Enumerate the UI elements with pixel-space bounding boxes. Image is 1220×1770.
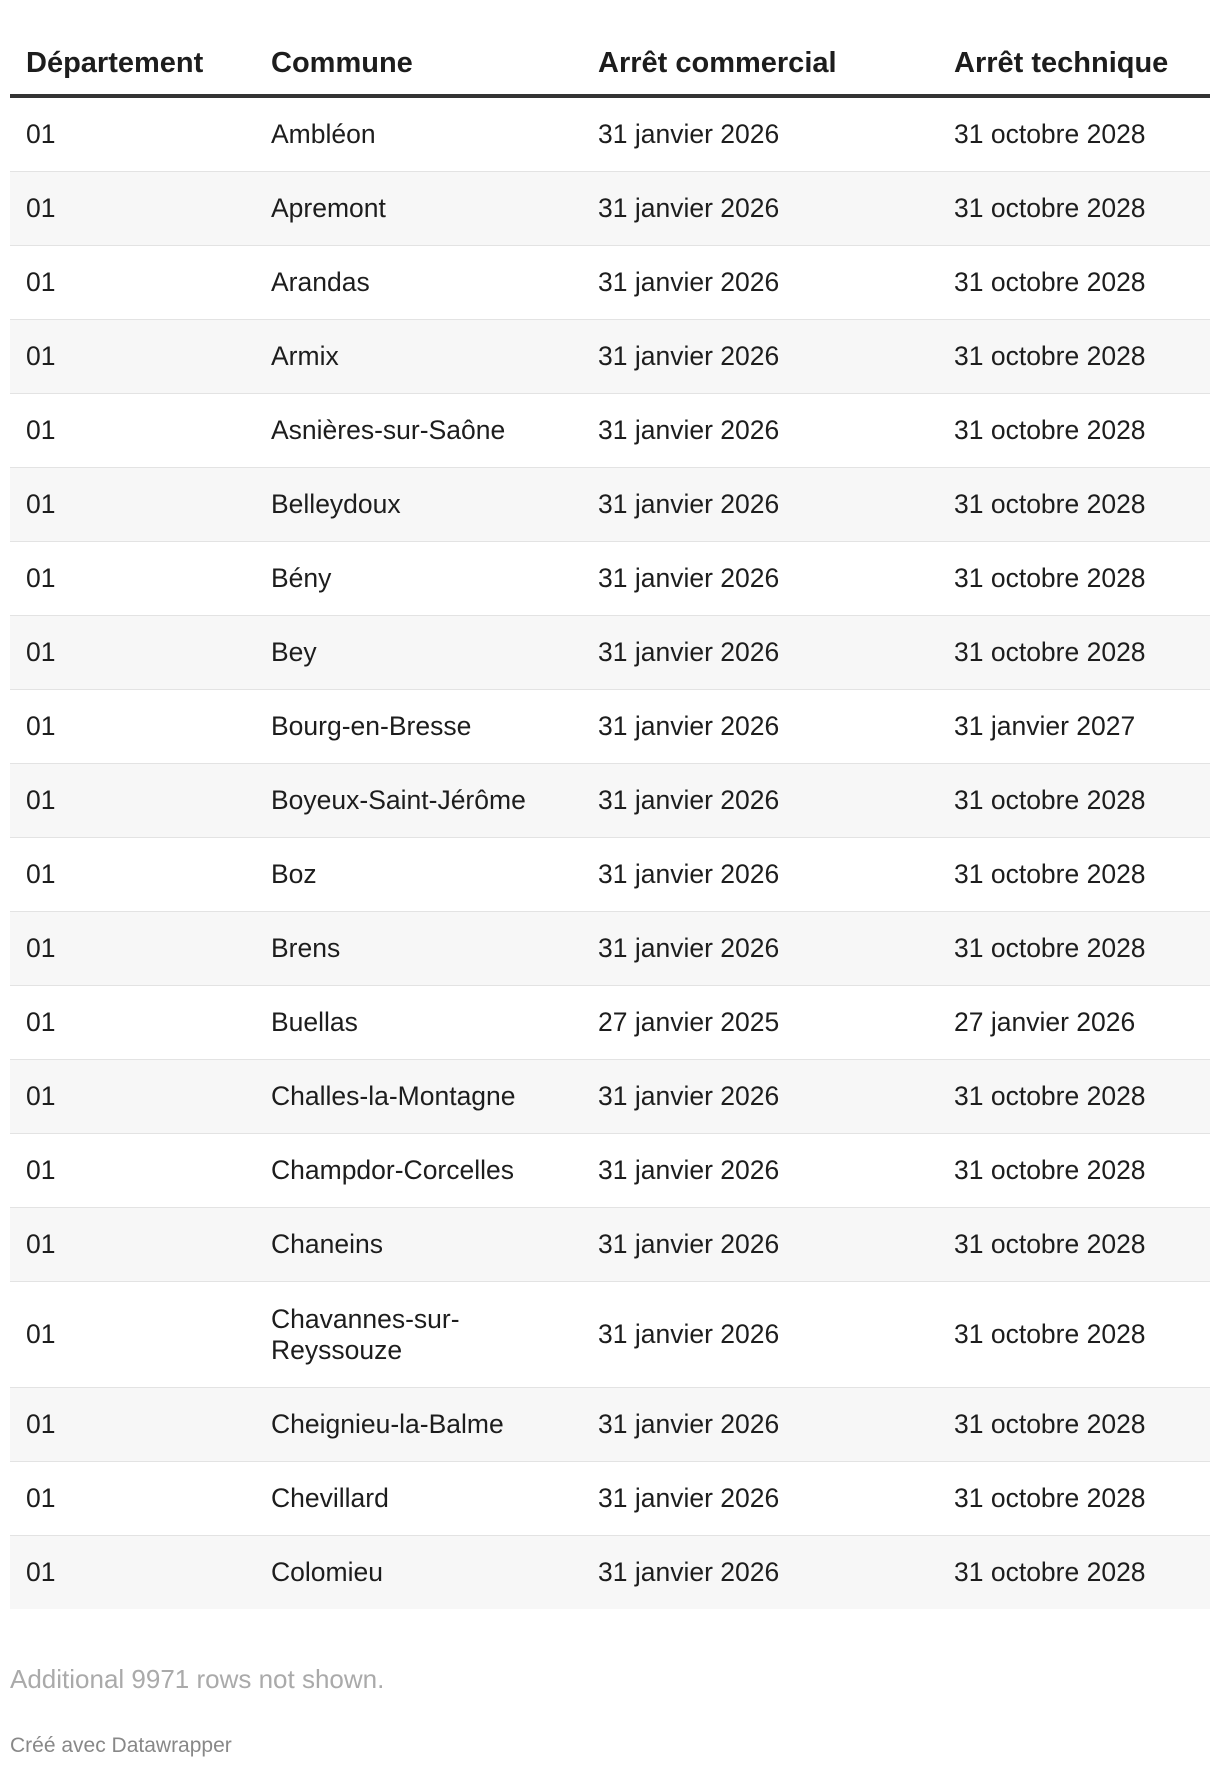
departement-cell: 01	[10, 616, 255, 690]
header-row	[10, 30, 1210, 96]
table-row	[10, 838, 1210, 912]
table-row	[10, 986, 1210, 1060]
commune-cell: Boz	[255, 838, 582, 912]
table-notes: Additional 9971 rows not shown.	[10, 1664, 385, 1694]
commune-cell: Bourg-en-Bresse	[255, 690, 582, 764]
column-header-arret-commercial[interactable]: Arrêt commercial	[582, 30, 938, 96]
commune-cell: Champdor-Corcelles	[255, 1134, 582, 1208]
arret-technique-cell: 31 octobre 2028	[938, 616, 1210, 690]
arret-commercial-cell: 31 janvier 2026	[582, 394, 938, 468]
arret-commercial-cell: 31 janvier 2026	[582, 1536, 938, 1610]
arret-technique-cell: 31 octobre 2028	[938, 764, 1210, 838]
arret-commercial-cell: 27 janvier 2025	[582, 986, 938, 1060]
datawrapper-credit: Créé avec Datawrapper	[10, 1734, 232, 1757]
departement-cell: 01	[10, 172, 255, 246]
arret-technique-cell: 31 octobre 2028	[938, 1462, 1210, 1536]
departement-cell: 01	[10, 1134, 255, 1208]
arret-commercial-cell: 31 janvier 2026	[582, 838, 938, 912]
departement-cell: 01	[10, 468, 255, 542]
commune-cell: Ambléon	[255, 96, 582, 172]
commune-cell: Chaneins	[255, 1208, 582, 1282]
arret-technique-cell: 31 octobre 2028	[938, 912, 1210, 986]
departement-cell: 01	[10, 1536, 255, 1610]
column-header-arret-technique[interactable]: Arrêt technique	[938, 30, 1210, 96]
departement-cell: 01	[10, 986, 255, 1060]
table-header	[10, 30, 1210, 96]
commune-cell: Bény	[255, 542, 582, 616]
arret-technique-cell: 31 octobre 2028	[938, 172, 1210, 246]
commune-cell: Chevillard	[255, 1462, 582, 1536]
departement-cell: 01	[10, 320, 255, 394]
commune-cell: Challes-la-Montagne	[255, 1060, 582, 1134]
table-row	[10, 468, 1210, 542]
arret-technique-cell: 31 octobre 2028	[938, 1060, 1210, 1134]
arret-commercial-cell: 31 janvier 2026	[582, 172, 938, 246]
arret-commercial-cell: 31 janvier 2026	[582, 246, 938, 320]
arret-commercial-cell: 31 janvier 2026	[582, 468, 938, 542]
table-row	[10, 1208, 1210, 1282]
departement-cell: 01	[10, 838, 255, 912]
commune-cell: Buellas	[255, 986, 582, 1060]
table-row	[10, 1462, 1210, 1536]
commune-cell: Boyeux-Saint-Jérôme	[255, 764, 582, 838]
column-header-departement[interactable]: Département	[10, 30, 255, 96]
table-row	[10, 1388, 1210, 1462]
table-row	[10, 542, 1210, 616]
arret-technique-cell: 31 octobre 2028	[938, 246, 1210, 320]
table-row	[10, 1060, 1210, 1134]
departement-cell: 01	[10, 764, 255, 838]
table-row	[10, 616, 1210, 690]
table-row	[10, 394, 1210, 468]
arret-technique-cell: 31 octobre 2028	[938, 1536, 1210, 1610]
table-body	[10, 96, 1210, 1609]
arret-technique-cell: 31 octobre 2028	[938, 96, 1210, 172]
arret-commercial-cell: 31 janvier 2026	[582, 1462, 938, 1536]
arret-technique-cell: 31 octobre 2028	[938, 1282, 1210, 1388]
table-row	[10, 172, 1210, 246]
commune-cell: Colomieu	[255, 1536, 582, 1610]
commune-cell: Cheignieu-la-Balme	[255, 1388, 582, 1462]
arret-technique-cell: 31 janvier 2027	[938, 690, 1210, 764]
arret-commercial-cell: 31 janvier 2026	[582, 96, 938, 172]
arret-technique-cell: 31 octobre 2028	[938, 468, 1210, 542]
arret-commercial-cell: 31 janvier 2026	[582, 1282, 938, 1388]
arret-technique-cell: 31 octobre 2028	[938, 838, 1210, 912]
table-row	[10, 1134, 1210, 1208]
departement-cell: 01	[10, 394, 255, 468]
commune-cell: Arandas	[255, 246, 582, 320]
arret-commercial-cell: 31 janvier 2026	[582, 1134, 938, 1208]
commune-cell: Asnières-sur-Saône	[255, 394, 582, 468]
departement-cell: 01	[10, 246, 255, 320]
arret-commercial-cell: 31 janvier 2026	[582, 616, 938, 690]
departement-cell: 01	[10, 96, 255, 172]
commune-cell: Brens	[255, 912, 582, 986]
table-row	[10, 96, 1210, 172]
arret-commercial-cell: 31 janvier 2026	[582, 764, 938, 838]
table-row	[10, 320, 1210, 394]
commune-cell: Belleydoux	[255, 468, 582, 542]
table-row	[10, 690, 1210, 764]
commune-cell: Chavannes-sur-Reyssouze	[255, 1282, 582, 1388]
table-row	[10, 1536, 1210, 1610]
departement-cell: 01	[10, 542, 255, 616]
arret-technique-cell: 27 janvier 2026	[938, 986, 1210, 1060]
arret-technique-cell: 31 octobre 2028	[938, 1388, 1210, 1462]
arret-commercial-cell: 31 janvier 2026	[582, 912, 938, 986]
departement-cell: 01	[10, 912, 255, 986]
arret-technique-cell: 31 octobre 2028	[938, 394, 1210, 468]
departement-cell: 01	[10, 690, 255, 764]
commune-cell: Armix	[255, 320, 582, 394]
departement-cell: 01	[10, 1462, 255, 1536]
commune-cell: Apremont	[255, 172, 582, 246]
column-header-commune[interactable]: Commune	[255, 30, 582, 96]
arret-technique-cell: 31 octobre 2028	[938, 542, 1210, 616]
data-table	[10, 30, 1210, 1609]
departement-cell: 01	[10, 1282, 255, 1388]
departement-cell: 01	[10, 1388, 255, 1462]
table-row	[10, 912, 1210, 986]
arret-technique-cell: 31 octobre 2028	[938, 1134, 1210, 1208]
arret-commercial-cell: 31 janvier 2026	[582, 1208, 938, 1282]
table-row	[10, 1282, 1210, 1388]
departement-cell: 01	[10, 1208, 255, 1282]
arret-commercial-cell: 31 janvier 2026	[582, 690, 938, 764]
arret-technique-cell: 31 octobre 2028	[938, 320, 1210, 394]
arret-commercial-cell: 31 janvier 2026	[582, 542, 938, 616]
departement-cell: 01	[10, 1060, 255, 1134]
commune-cell: Bey	[255, 616, 582, 690]
arret-commercial-cell: 31 janvier 2026	[582, 1388, 938, 1462]
arret-technique-cell: 31 octobre 2028	[938, 1208, 1210, 1282]
arret-commercial-cell: 31 janvier 2026	[582, 320, 938, 394]
table-row	[10, 764, 1210, 838]
arret-commercial-cell: 31 janvier 2026	[582, 1060, 938, 1134]
table-row	[10, 246, 1210, 320]
